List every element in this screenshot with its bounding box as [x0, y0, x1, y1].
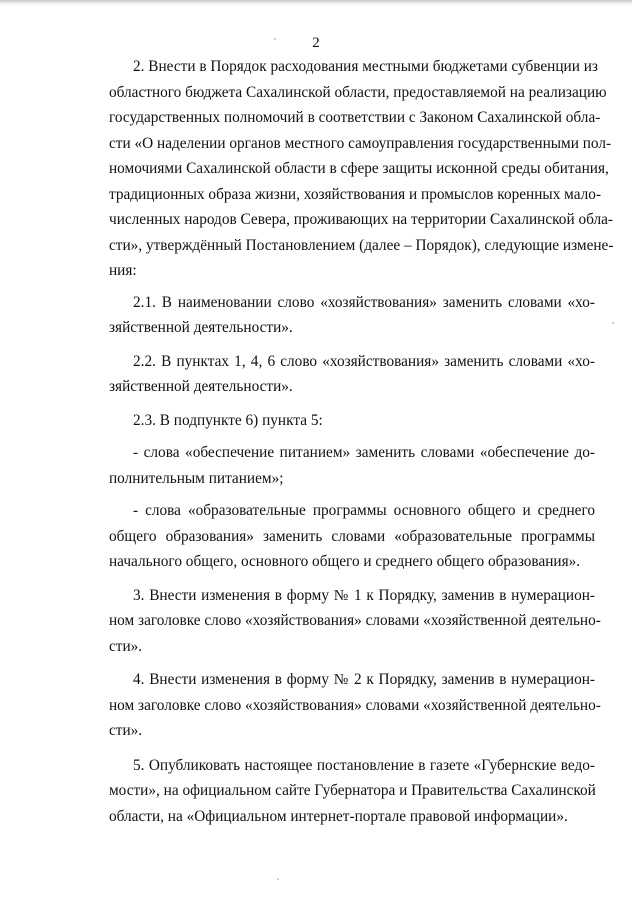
text-line: 2.2. В пунктах 1, 4, 6 слово «хозяйствования» заменить словами «хо- — [133, 352, 595, 370]
text-line: сти», утверждённый Постановлением (далее – Порядок), следующие измене- — [109, 236, 614, 254]
paragraph — [109, 349, 595, 400]
text-line: 2.1. В наименовании слово «хозяйствования» заменить словами «хо- — [133, 293, 595, 311]
page-number: 2 — [312, 35, 320, 51]
text-line: зяйственной деятельности». — [109, 319, 293, 336]
text-line: ном заголовке слово «хозяйствования» словами «хозяйственной деятельно- — [109, 612, 601, 629]
text-line: областного бюджета Сахалинской области, предоставляемой на реализацию — [109, 83, 607, 101]
scan-speck — [277, 878, 279, 880]
text-line: начального общего, основного общего и среднего общего образования». — [109, 553, 581, 570]
text-line: зяйственной деятельности». — [109, 378, 293, 395]
text-line: сти». — [109, 637, 143, 655]
scan-speck — [612, 322, 614, 324]
document-body — [109, 54, 614, 829]
text-line: общего образования» заменить словами «образовательные программы — [109, 527, 595, 545]
scan-top-edge — [0, 0, 632, 6]
text-line: мости», на официальном сайте Губернатора и Правительства Сахалинской — [109, 782, 596, 799]
paragraph — [109, 753, 595, 830]
text-line: численных народов Севера, проживающих на территории Сахалинской обла- — [109, 211, 614, 228]
text-line: традиционных образа жизни, хозяйствования и промыслов коренных мало- — [109, 185, 602, 203]
text-line: государственных полномочий в соответствии с Законом Сахалинской обла- — [109, 109, 601, 126]
text-line: ном заголовке слово «хозяйствования» словами «хозяйственной деятельно- — [109, 696, 601, 714]
text-line: 4. Внести изменения в форму № 2 к Порядку, заменив в нумерацион- — [133, 671, 595, 688]
text-line: - слова «образовательные программы основного общего и среднего — [133, 502, 595, 519]
text-line: сти». — [109, 722, 143, 739]
paragraph — [109, 54, 614, 284]
text-line: 2.3. В подпункте 6) пункта 5: — [133, 411, 323, 429]
text-line: области, на «Официальном интернет-портале правовой информации». — [109, 807, 568, 825]
paragraph — [109, 667, 601, 744]
text-line: 5. Опубликовать настоящее постановление в газете «Губернские ведо- — [133, 756, 595, 774]
paragraph — [109, 583, 601, 660]
text-line: 2. Внести в Порядок расходования местными бюджетами субвенции из — [133, 58, 598, 75]
text-line: ния: — [109, 262, 137, 279]
text-line: номочиями Сахалинской области в сфере защиты исконной среды обитания, — [109, 160, 609, 177]
text-line: сти «О наделении органов местного самоуправления государственными пол- — [109, 134, 612, 152]
paragraph — [109, 408, 595, 434]
text-line: - слова «обеспечение питанием» заменить словами «обеспечение до- — [133, 444, 595, 461]
text-line: полнительным питанием»; — [109, 469, 284, 487]
paragraph — [109, 498, 595, 575]
text-line: 3. Внести изменения в форму № 1 к Порядку, заменив в нумерацион- — [133, 586, 595, 604]
paragraph — [109, 440, 595, 491]
paragraph — [109, 290, 595, 341]
